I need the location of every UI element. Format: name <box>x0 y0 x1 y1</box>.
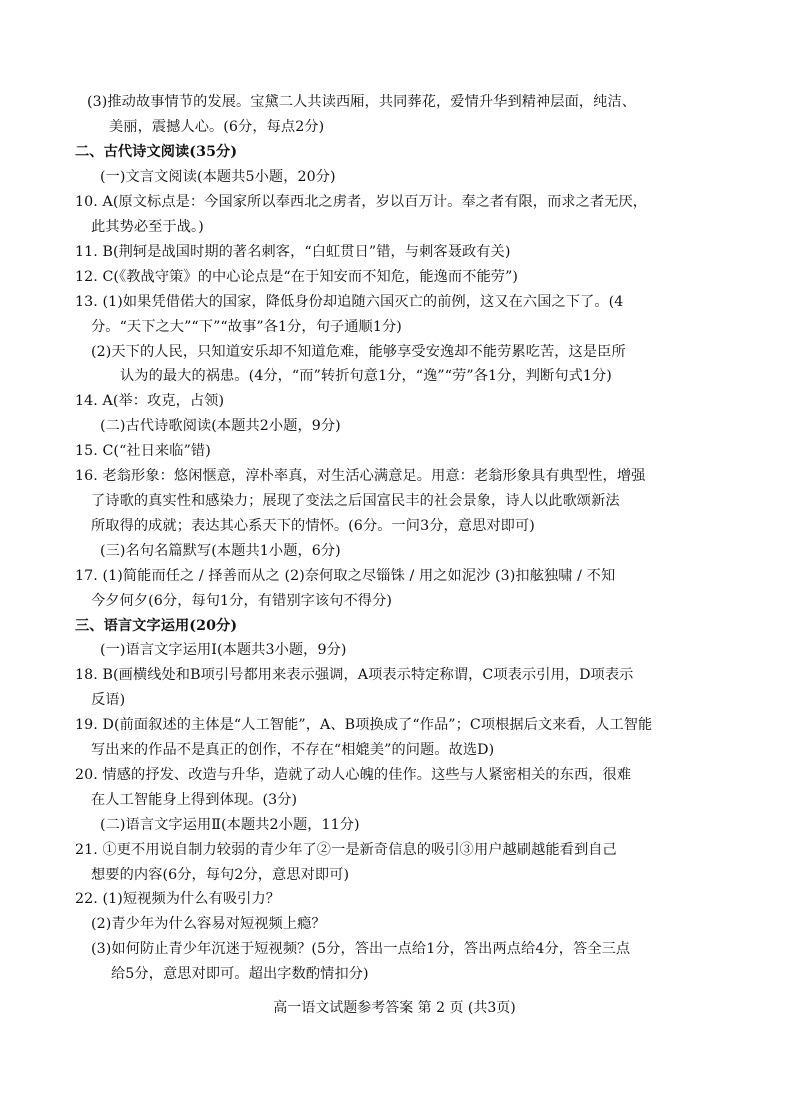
text-line: 22. (1)短视频为什么有吸引力？ <box>75 891 281 907</box>
text-line: 美丽，震撼人心。(6分，每点2分) <box>109 119 325 135</box>
text-line: 17. (1)简能而任之 / 择善而从之 (2)奈何取之尽锱铢 / 用之如泥沙 (3)扣舷独啸 / 不知 <box>75 568 616 584</box>
page-footer: 高一语文试题参考答案 第 2 页 (共3页) <box>273 1000 516 1016</box>
section-heading: 二、古代诗文阅读(35分) <box>75 144 238 160</box>
text-line: 20. 情感的抒发、改造与升华，造就了动人心魄的佳作。这些与人紧密相关的东西，很难 <box>75 767 632 783</box>
text-line: 了诗歌的真实性和感染力；展现了变法之后国富民丰的社会景象，诗人以此歌颂新法 <box>91 493 620 509</box>
subsection-heading: (一)语言文字运用Ⅰ(本题共3小题，9分) <box>100 642 347 658</box>
text-line: 14. A(举：攻克，占领) <box>75 393 225 409</box>
text-line: 今夕何夕(6分，每句1分，有错别字该句不得分) <box>91 593 392 609</box>
text-line: 10. A(原文标点是：今国家所以奉西北之虏者，岁以百万计。奉之者有限，而求之者无厌， <box>75 194 648 210</box>
text-line: 16. 老翁形象：悠闲惬意，淳朴率真，对生活心满意足。用意：老翁形象具有典型性，增强 <box>75 468 646 484</box>
text-line: 给5分，意思对即可。超出字数酌情扣分) <box>111 966 369 982</box>
text-line: 写出来的作品不是真正的创作，不存在“相媲美”的问题。故选D) <box>91 742 495 758</box>
subsection-heading: (二)语言文字运用Ⅱ(本题共2小题，11分) <box>100 817 360 833</box>
text-line: 12. C(《教战守策》的中心论点是“在于知安而不知危，能逸而不能劳”) <box>75 269 519 285</box>
text-line: 19. D(前面叙述的主体是“人工智能”，A、B项换成了“作品”；C项根据后文来看，人工智能 <box>75 717 653 733</box>
text-line: 18. B(画横线处和B项引号都用来表示强调，A项表示特定称谓，C项表示引用，D项表示 <box>75 667 634 683</box>
subsection-heading: (一)文言文阅读(本题共5小题，20分) <box>100 169 336 185</box>
text-line: (2)青少年为什么容易对短视频上瘾？ <box>91 916 326 932</box>
text-line: 认为的最大的祸患。(4分，“而”转折句意1分，“逸”“劳”各1分，判断句式1分) <box>120 368 612 384</box>
text-line: 反语) <box>91 692 126 708</box>
text-line: 分。“天下之大”“下”“故事”各1分，句子通顺1分) <box>91 319 402 335</box>
text-line: (3)如何防止青少年沉迷于短视频？(5分，答出一点给1分，答出两点给4分，答全三点 <box>91 941 631 957</box>
subsection-heading: (二)古代诗歌阅读(本题共2小题，9分) <box>100 418 341 434</box>
text-line: 想要的内容(6分，每句2分，意思对即可) <box>91 867 350 883</box>
text-line: 21. ①更不用说自制力较弱的青少年了②一是新奇信息的吸引③用户越刷越能看到自己 <box>75 842 617 858</box>
subsection-heading: (三)名句名篇默写(本题共1小题，6分) <box>100 543 341 559</box>
text-line: 15. C(“社日来临”错) <box>75 443 211 459</box>
text-line: 在人工智能身上得到体现。(3分) <box>91 792 298 808</box>
text-line: 13. (1)如果凭借偌大的国家，降低身份却追随六国灭亡的前例，这又在六国之下了。(4 <box>75 294 624 310</box>
text-line: 此其势必至于战。) <box>91 219 204 235</box>
text-line: 11. B(荆轲是战国时期的著名刺客，“白虹贯日”错，与刺客聂政有关) <box>75 244 511 260</box>
text-line: 所取得的成就；表达其心系天下的情怀。(6分。一问3分，意思对即可) <box>91 518 535 534</box>
text-line: (3)推动故事情节的发展。宝黛二人共读西厢，共同葬花，爱情升华到精神层面，纯洁、 <box>87 94 637 110</box>
text-line: (2)天下的人民，只知道安乐却不知道危难，能够享受安逸却不能劳累吃苦，这是臣所 <box>91 344 626 360</box>
section-heading: 三、语言文字运用(20分) <box>75 618 238 634</box>
